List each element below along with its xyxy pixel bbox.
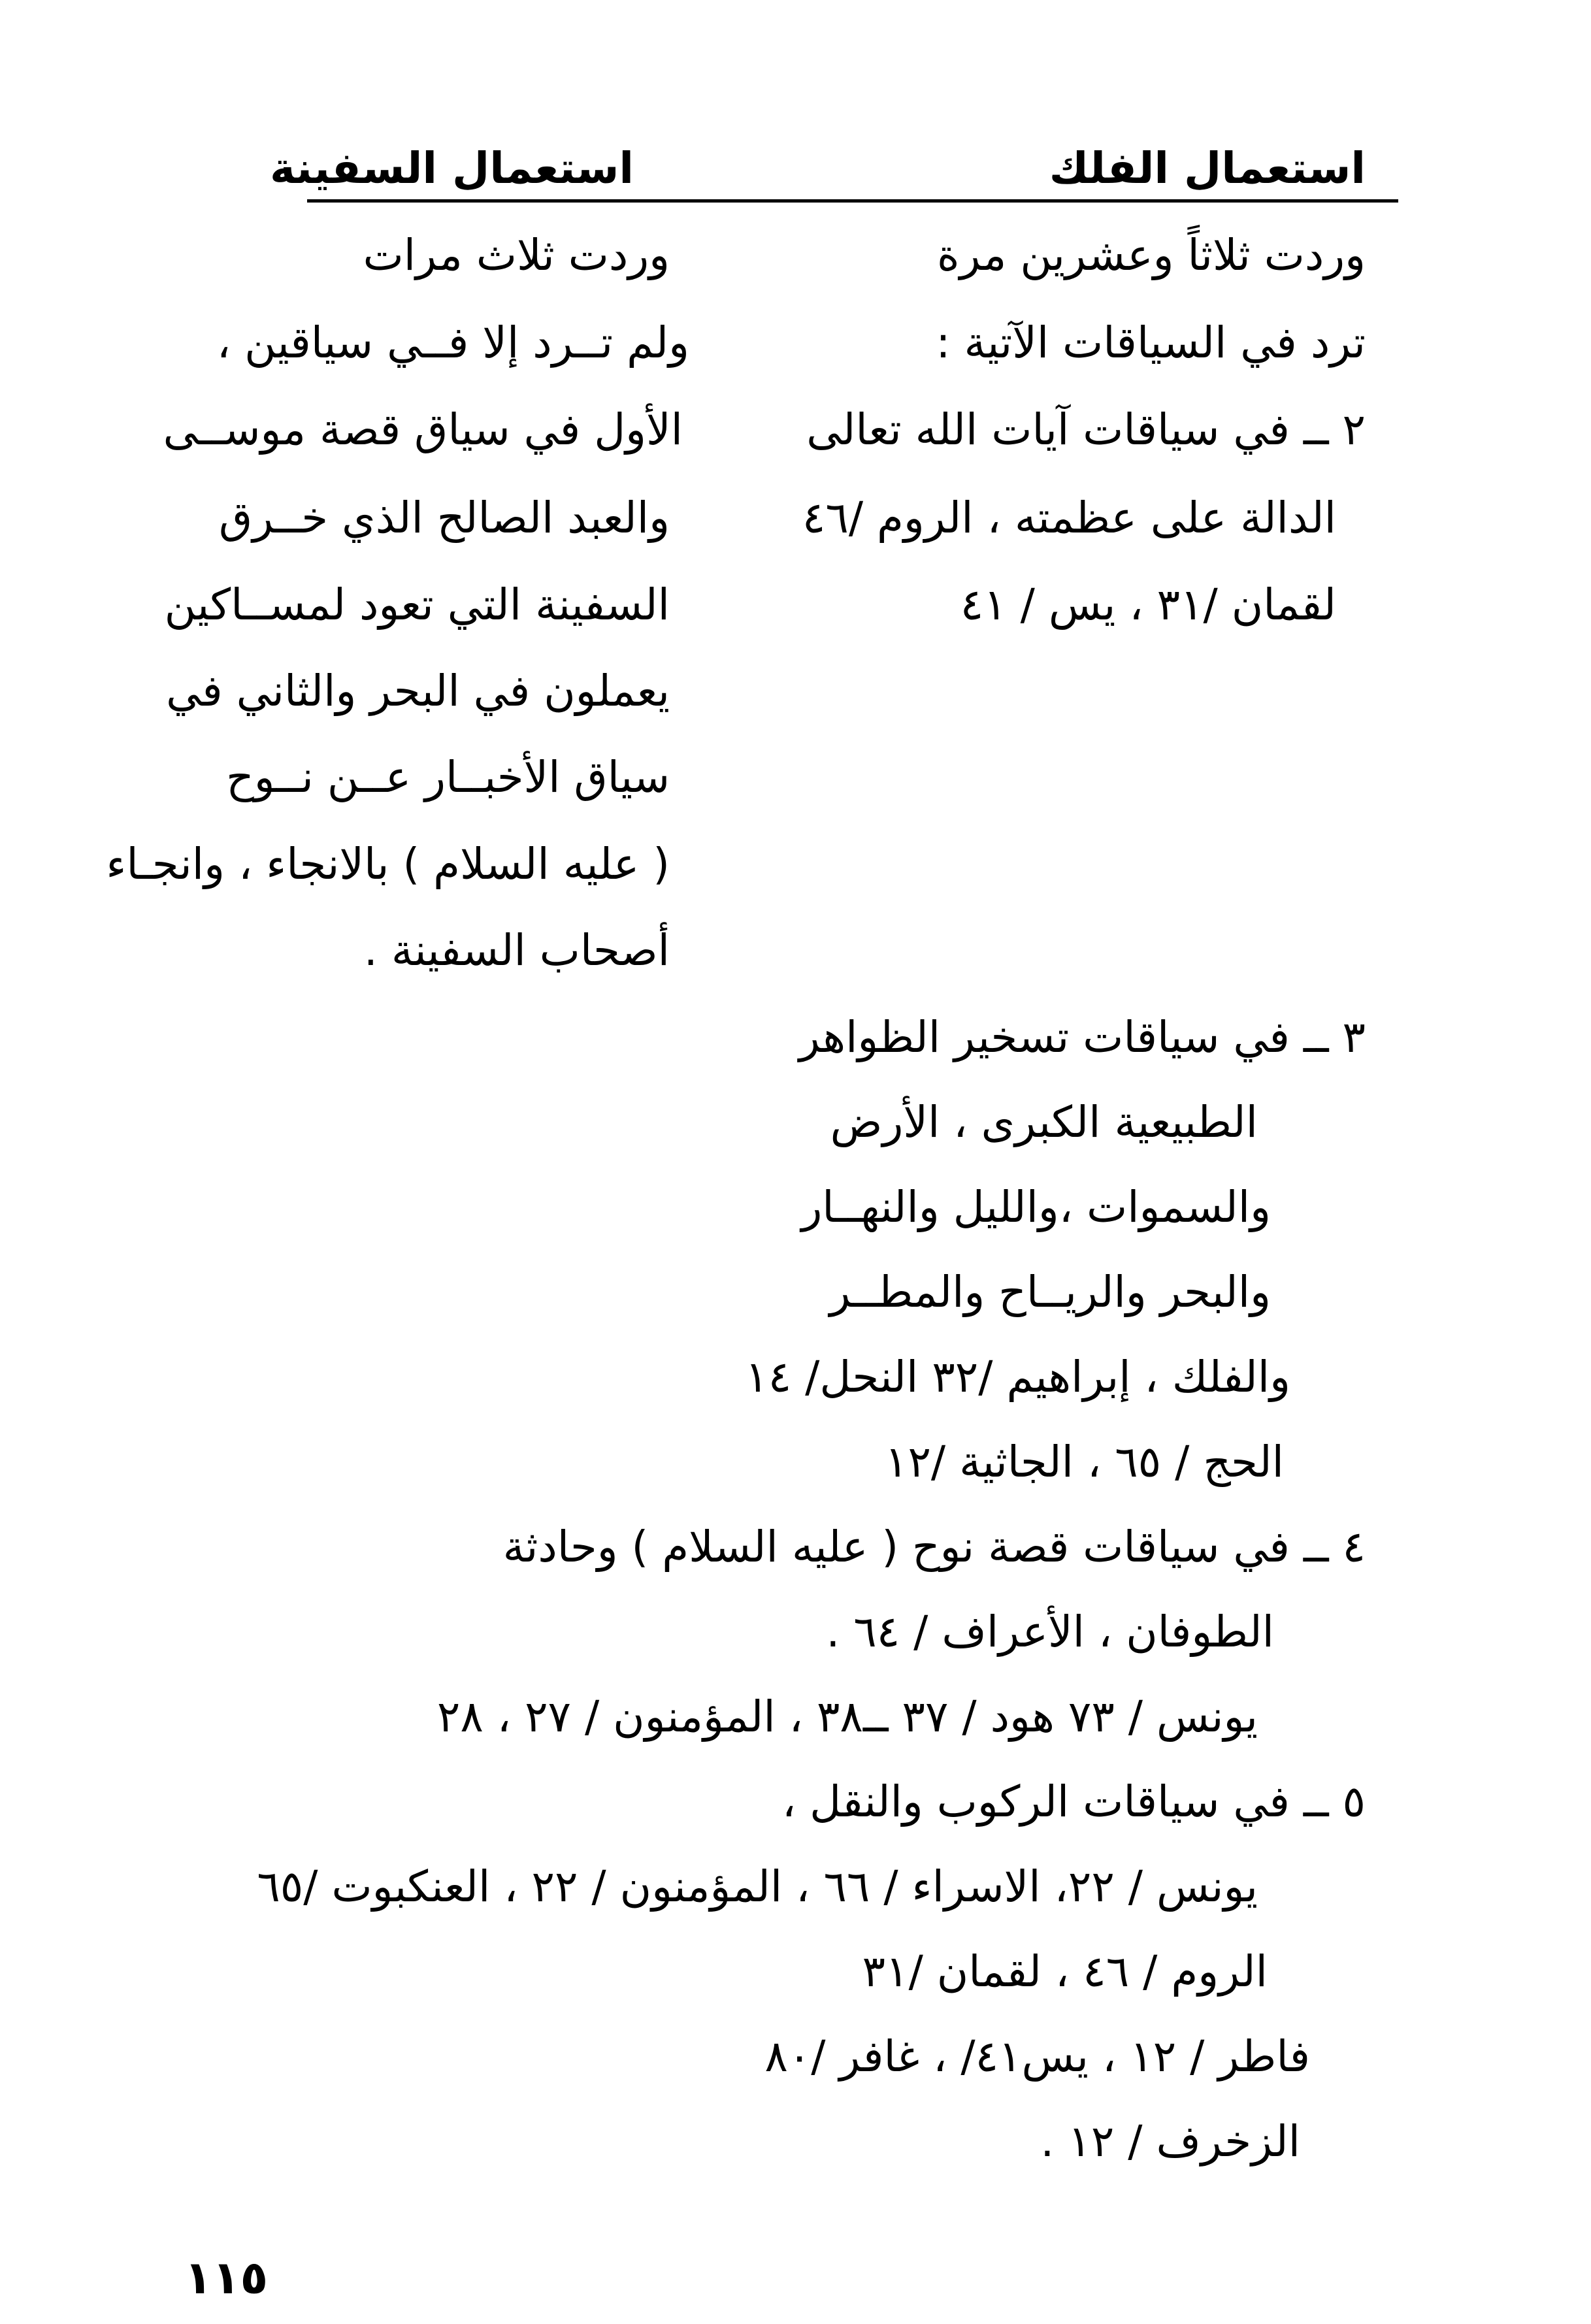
body-line: يونس / ٧٣ هود / ٣٧ ــ٣٨ ، المؤمنون / ٢٧ ، ٢٨ bbox=[436, 1692, 1258, 1742]
left-column-line: ولم تــرد إلا فــي سياقين ، bbox=[216, 318, 689, 368]
left-column-line: ( عليه السلام ) بالانجاء ، وانجـاء bbox=[106, 839, 670, 889]
body-line: الطوفان ، الأعراف / ٦٤ . bbox=[826, 1607, 1274, 1657]
left-column-line: الأول في سياق قصة موســى bbox=[163, 404, 683, 455]
body-line: فاطر / ١٢ ، يس٤١/ ، غافر /٨٠ bbox=[764, 2031, 1310, 2082]
header-rule bbox=[307, 199, 1398, 203]
body-line: الزخرف / ١٢ . bbox=[1040, 2116, 1300, 2167]
left-column-line: أصحاب السفينة . bbox=[363, 925, 670, 975]
right-column-line: ترد في السياقات الآتية : bbox=[936, 318, 1366, 368]
body-line: الحج / ٦٥ ، الجاثية /١٢ bbox=[885, 1437, 1284, 1487]
left-column-line: وردت ثلاث مرات bbox=[363, 230, 670, 280]
body-line: والسموات ،والليل والنهــار bbox=[801, 1182, 1271, 1232]
right-column-line: وردت ثلاثاً وعشرين مرة bbox=[937, 230, 1366, 280]
right-column-line: ٢ ــ في سياقات آيات الله تعالى bbox=[806, 404, 1366, 455]
body-line: والفلك ، إبراهيم /٣٢ النحل/ ١٤ bbox=[745, 1352, 1290, 1402]
body-line: ٤ ــ في سياقات قصة نوح ( عليه السلام ) وحادثة bbox=[502, 1522, 1366, 1572]
right-column-line: الدالة على عظمته ، الروم /٤٦ bbox=[802, 493, 1336, 543]
body-line: يونس / ٢٢، الاسراء / ٦٦ ، المؤمنون / ٢٢ ، العنكبوت /٦٥ bbox=[257, 1861, 1258, 1912]
body-line: ٣ ــ في سياقات تسخير الظواهر bbox=[798, 1012, 1366, 1062]
left-column-line: السفينة التي تعود لمســاكين bbox=[164, 580, 670, 630]
body-line: والبحر والريــاح والمطــر bbox=[829, 1267, 1271, 1317]
body-line: الروم / ٤٦ ، لقمان /٣١ bbox=[862, 1946, 1268, 1997]
right-column-line: لقمان /٣١ ، يس / ٤١ bbox=[960, 580, 1336, 630]
page-number: ١١٥ bbox=[184, 2251, 269, 2304]
right-column-title: استعمال الفلك bbox=[1049, 143, 1366, 193]
left-column-line: سياق الأخبــار عــن نــوح bbox=[226, 752, 670, 802]
left-column-line: والعبد الصالح الذي خــرق bbox=[218, 493, 670, 543]
left-column-title: استعمال السفينة bbox=[270, 143, 634, 193]
body-line: ٥ ــ في سياقات الركوب والنقل ، bbox=[781, 1776, 1366, 1827]
left-column-line: يعملون في البحر والثاني في bbox=[166, 666, 670, 716]
body-line: الطبيعية الكبرى ، الأرض bbox=[830, 1097, 1258, 1147]
